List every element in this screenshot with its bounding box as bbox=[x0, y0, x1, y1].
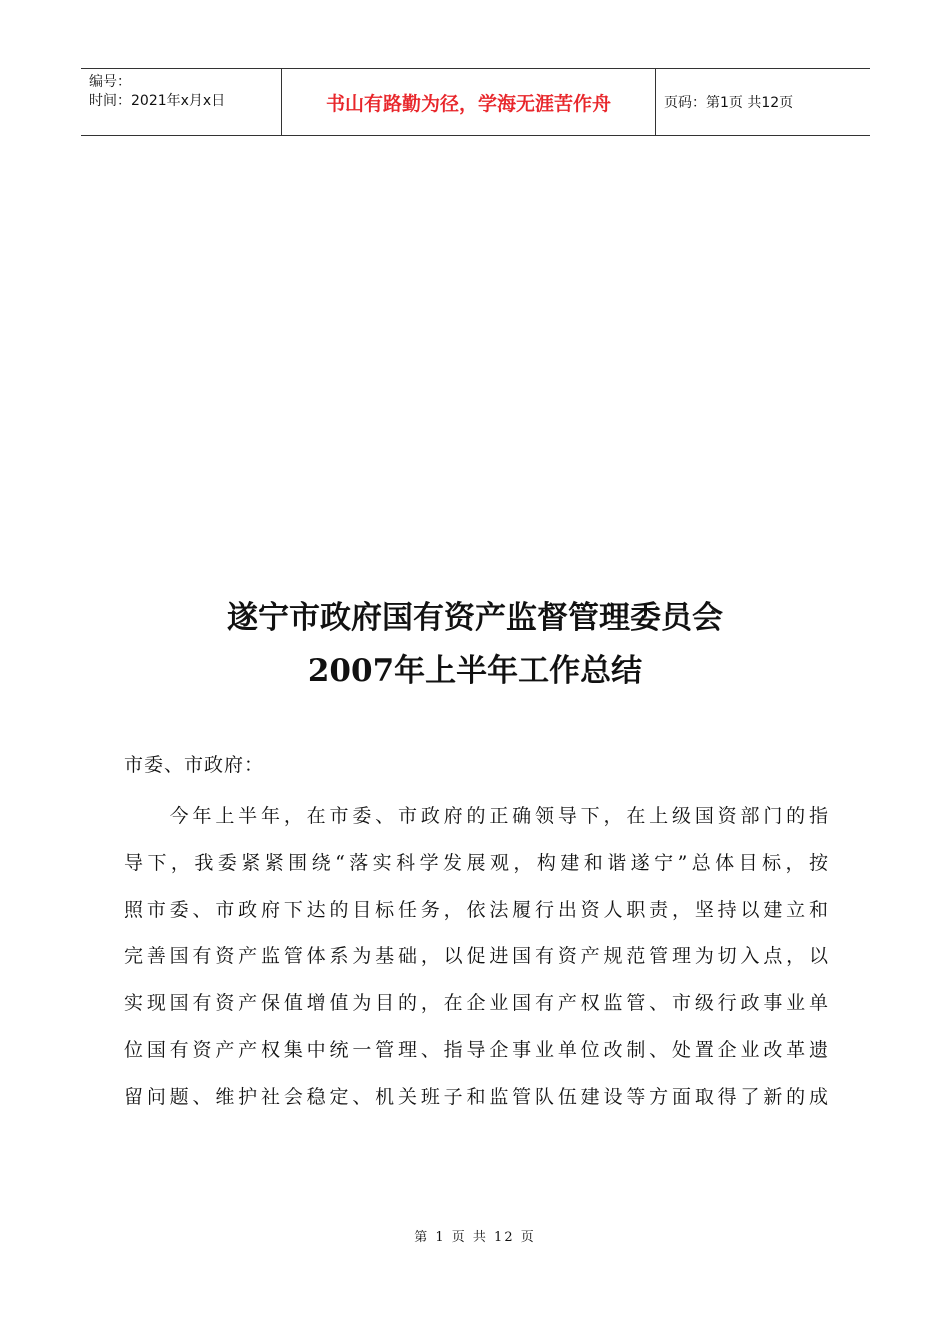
body-line: 今年上半年，在市委、市政府的正确领导下，在上级国资部门的指 bbox=[124, 805, 828, 827]
date-label: 时间：2021年x月x日 bbox=[89, 93, 226, 109]
body-line: 完善国有资产监管体系为基础，以促进国有资产规范管理为切入点，以 bbox=[124, 945, 828, 968]
header-meta-cell bbox=[81, 69, 281, 135]
page-info-cell bbox=[656, 69, 870, 135]
body-paragraph bbox=[124, 793, 828, 1121]
body-line: 实现国有资产保值增值为目的，在企业国有产权监管、市级行政事业单 bbox=[124, 992, 828, 1015]
document-title-line2: 2007年上半年工作总结 bbox=[307, 653, 643, 689]
body-line: 照市委、市政府下达的目标任务，依法履行出资人职责，坚持以建立和 bbox=[124, 898, 828, 921]
motto-text: 书山有路勤为径，学海无涯苦作舟 bbox=[325, 92, 611, 115]
header-table bbox=[81, 68, 870, 136]
number-label: 编号： bbox=[89, 74, 131, 90]
body-line: 导下，我委紧紧围绕“落实科学发展观，构建和谐遂宁”总体目标，按 bbox=[124, 851, 828, 874]
document-title-line1: 遂宁市政府国有资产监督管理委员会 bbox=[227, 600, 723, 636]
body-line: 留问题、维护社会稳定、机关班子和监管队伍建设等方面取得了新的成 bbox=[124, 1085, 828, 1108]
page-info-text: 页码：第1页 共12页 bbox=[664, 95, 794, 111]
motto-cell bbox=[281, 69, 656, 135]
salutation: 市委、市政府： bbox=[124, 754, 265, 776]
page-footer: 第 1 页 共 12 页 bbox=[414, 1230, 536, 1245]
body-line: 位国有资产产权集中统一管理、指导企事业单位改制、处置企业改革遗 bbox=[124, 1038, 828, 1061]
